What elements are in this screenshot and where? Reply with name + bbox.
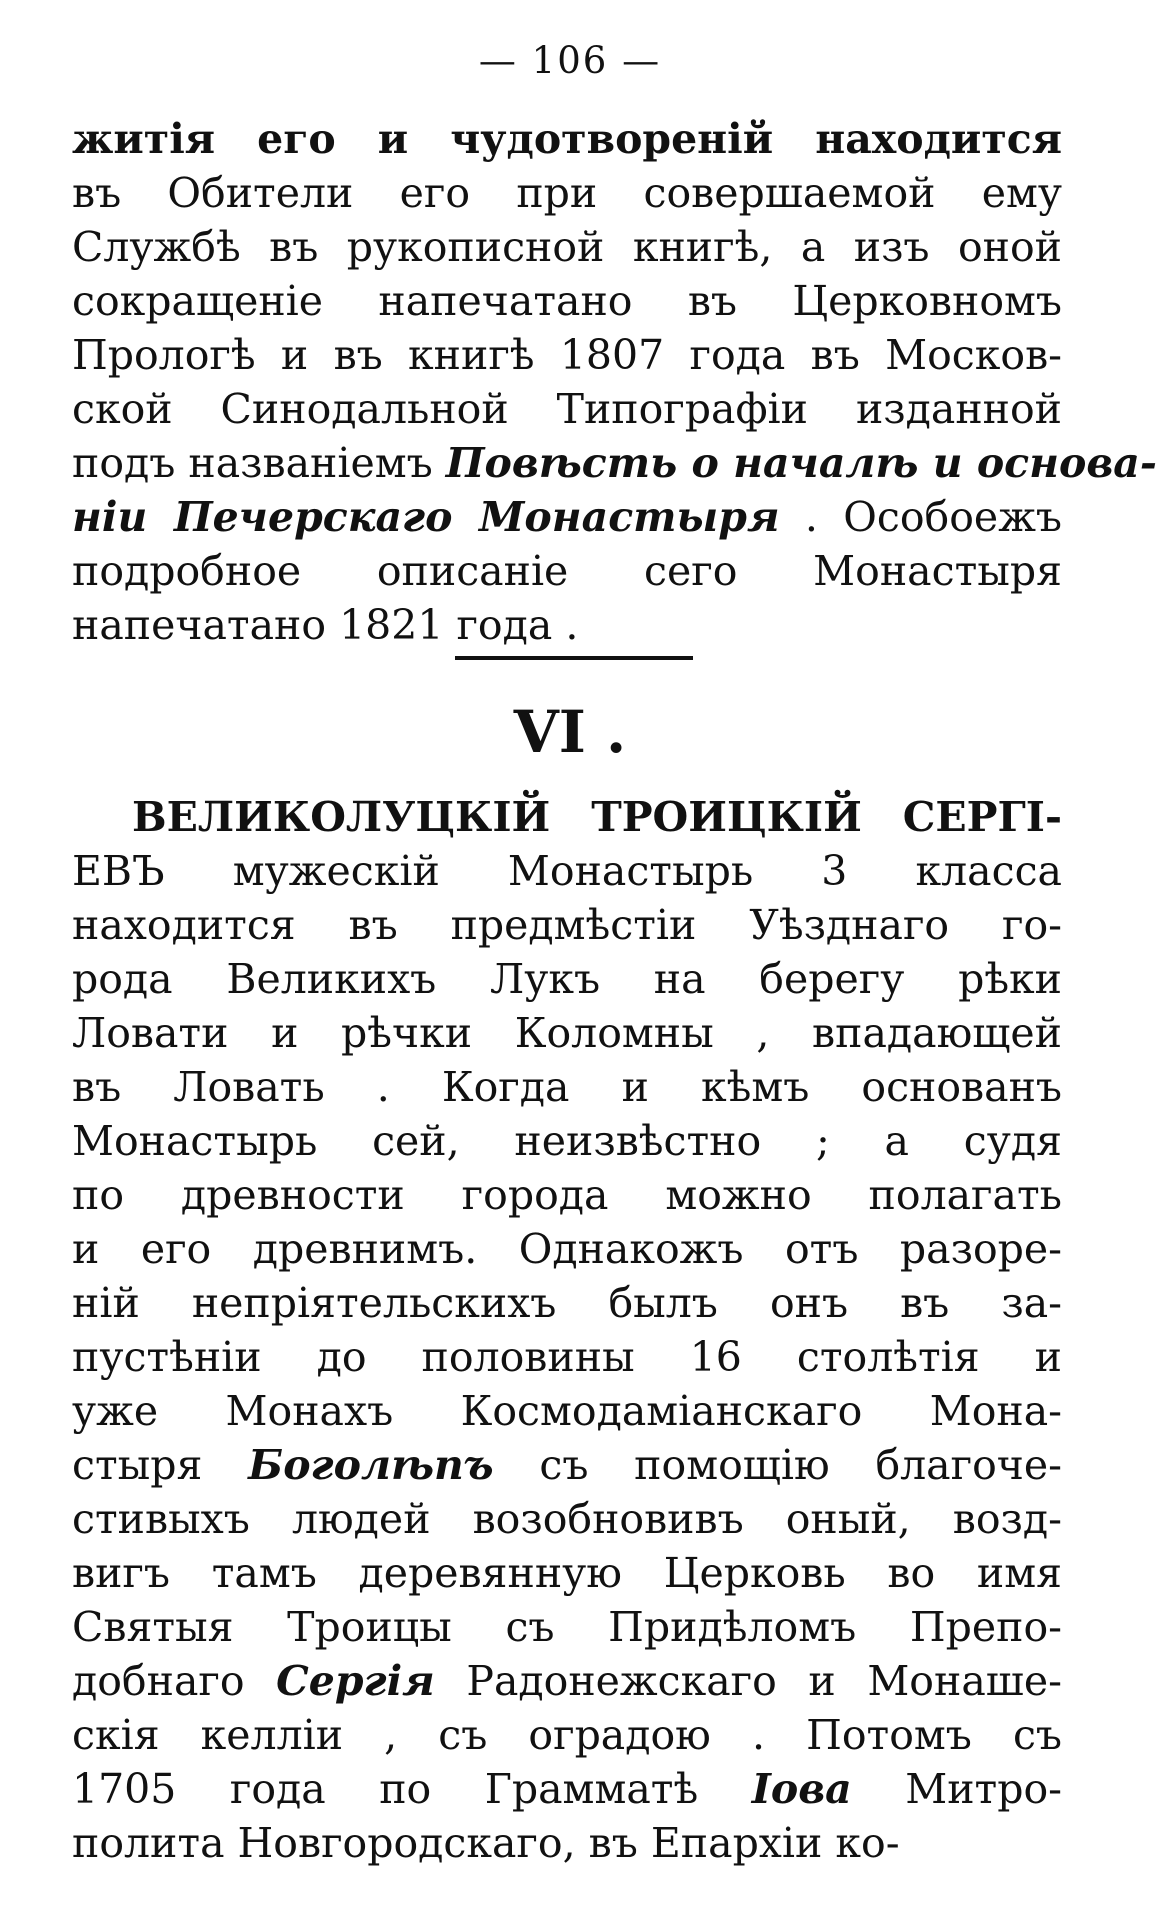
text-line bbox=[72, 1276, 1062, 1330]
text-line bbox=[72, 1168, 1062, 1222]
text-segment: въ Обители его при совершаемой ему bbox=[72, 169, 1062, 217]
text-segment: . Особоежъ bbox=[779, 493, 1062, 541]
text-line bbox=[72, 1654, 1062, 1708]
text-line bbox=[72, 898, 1062, 952]
italic-text: Повѣсть о началѣ и основа- bbox=[445, 439, 1157, 487]
text-line bbox=[72, 166, 1062, 220]
italic-text: Іова bbox=[751, 1765, 852, 1813]
text-segment: Службѣ въ рукописной книгѣ, а изъ оной bbox=[72, 223, 1062, 271]
page-number: — 106 — bbox=[478, 39, 662, 82]
text-segment: Прологѣ и въ книгѣ 1807 года въ Москов- bbox=[72, 331, 1062, 379]
text-segment: Монастырь сей, неизвѣстно ; а судя bbox=[72, 1117, 1062, 1165]
text-line bbox=[72, 490, 1062, 544]
text-segment: и его древнимъ. Однакожъ отъ разоре- bbox=[72, 1225, 1062, 1273]
text-segment: рода Великихъ Лукъ на берегу рѣки bbox=[72, 955, 1062, 1003]
text-segment: вигъ тамъ деревянную Церковь во имя bbox=[72, 1549, 1062, 1597]
text-line bbox=[72, 1816, 1062, 1870]
text-line bbox=[72, 382, 1062, 436]
text-line bbox=[72, 112, 1062, 166]
text-segment: находится въ предмѣстіи Уѣзднаго го- bbox=[72, 901, 1062, 949]
text-segment: по древности города можно полагать bbox=[72, 1171, 1062, 1219]
text-line bbox=[72, 1492, 1062, 1546]
text-line bbox=[72, 544, 1062, 598]
italic-text: Боголѣпъ bbox=[248, 1441, 494, 1489]
text-line bbox=[72, 1006, 1062, 1060]
text-line bbox=[72, 1222, 1062, 1276]
text-segment: Ловати и рѣчки Коломны , впадающей bbox=[72, 1009, 1062, 1057]
text-segment: съ помощію благоче- bbox=[493, 1441, 1063, 1489]
text-line bbox=[72, 1384, 1062, 1438]
text-segment: добнаго bbox=[72, 1657, 277, 1705]
section-heading: VI . bbox=[513, 698, 627, 766]
text-line bbox=[72, 1060, 1062, 1114]
text-segment: житія его и чудотвореній находится bbox=[72, 115, 1062, 163]
text-line bbox=[72, 1708, 1062, 1762]
text-segment: 1705 года по Грамматѣ bbox=[72, 1765, 752, 1813]
text-line bbox=[72, 844, 1062, 898]
text-segment: ЕВЪ мужескій Монастырь 3 класса bbox=[72, 847, 1062, 895]
text-segment: ній непріятельскихъ былъ онъ въ за- bbox=[72, 1279, 1062, 1327]
text-segment: сокращеніе напечатано въ Церковномъ bbox=[72, 277, 1062, 325]
text-segment: Митро- bbox=[851, 1765, 1062, 1813]
text-segment: полита Новгородскаго, въ Епархіи ко- bbox=[72, 1819, 900, 1867]
text-segment: стивыхъ людей возобновивъ оный, возд- bbox=[72, 1495, 1062, 1543]
text-segment: Радонежскаго и Монаше- bbox=[434, 1657, 1062, 1705]
text-line bbox=[72, 790, 1062, 844]
text-line bbox=[72, 220, 1062, 274]
text-line bbox=[72, 952, 1062, 1006]
text-line bbox=[72, 1330, 1062, 1384]
text-segment: напечатано 1821 года . bbox=[72, 601, 579, 649]
text-segment: Святыя Троицы съ Придѣломъ Препо- bbox=[72, 1603, 1062, 1651]
text-line bbox=[72, 1762, 1062, 1816]
text-segment: ской Синодальной Типографіи изданной bbox=[72, 385, 1062, 433]
text-segment: подъ названіемъ bbox=[72, 439, 446, 487]
text-segment: подробное описаніе сего Монастыря bbox=[72, 547, 1062, 595]
text-segment: пустѣніи до половины 16 столѣтія и bbox=[72, 1333, 1062, 1381]
text-segment: ВЕЛИКОЛУЦКІЙ ТРОИЦКІЙ СЕРГІ- bbox=[132, 793, 1062, 841]
text-line bbox=[72, 1438, 1062, 1492]
section-divider bbox=[455, 656, 693, 660]
text-line bbox=[72, 1600, 1062, 1654]
italic-text: Сергія bbox=[276, 1657, 435, 1705]
text-line bbox=[72, 436, 1157, 490]
text-segment: въ Ловать . Когда и кѣмъ основанъ bbox=[72, 1063, 1062, 1111]
text-line bbox=[72, 328, 1062, 382]
text-line bbox=[72, 1546, 1062, 1600]
italic-text: ніи Печерскаго Монастыря bbox=[72, 493, 780, 541]
paragraph-1 bbox=[72, 112, 1157, 652]
text-segment: скія келліи , съ оградою . Потомъ съ bbox=[72, 1711, 1062, 1759]
text-segment: уже Монахъ Космодаміанскаго Мона- bbox=[72, 1387, 1062, 1435]
text-line bbox=[72, 1114, 1062, 1168]
text-line bbox=[72, 274, 1062, 328]
text-line bbox=[72, 598, 1062, 652]
text-segment: стыря bbox=[72, 1441, 249, 1489]
paragraph-2 bbox=[72, 790, 1062, 1870]
